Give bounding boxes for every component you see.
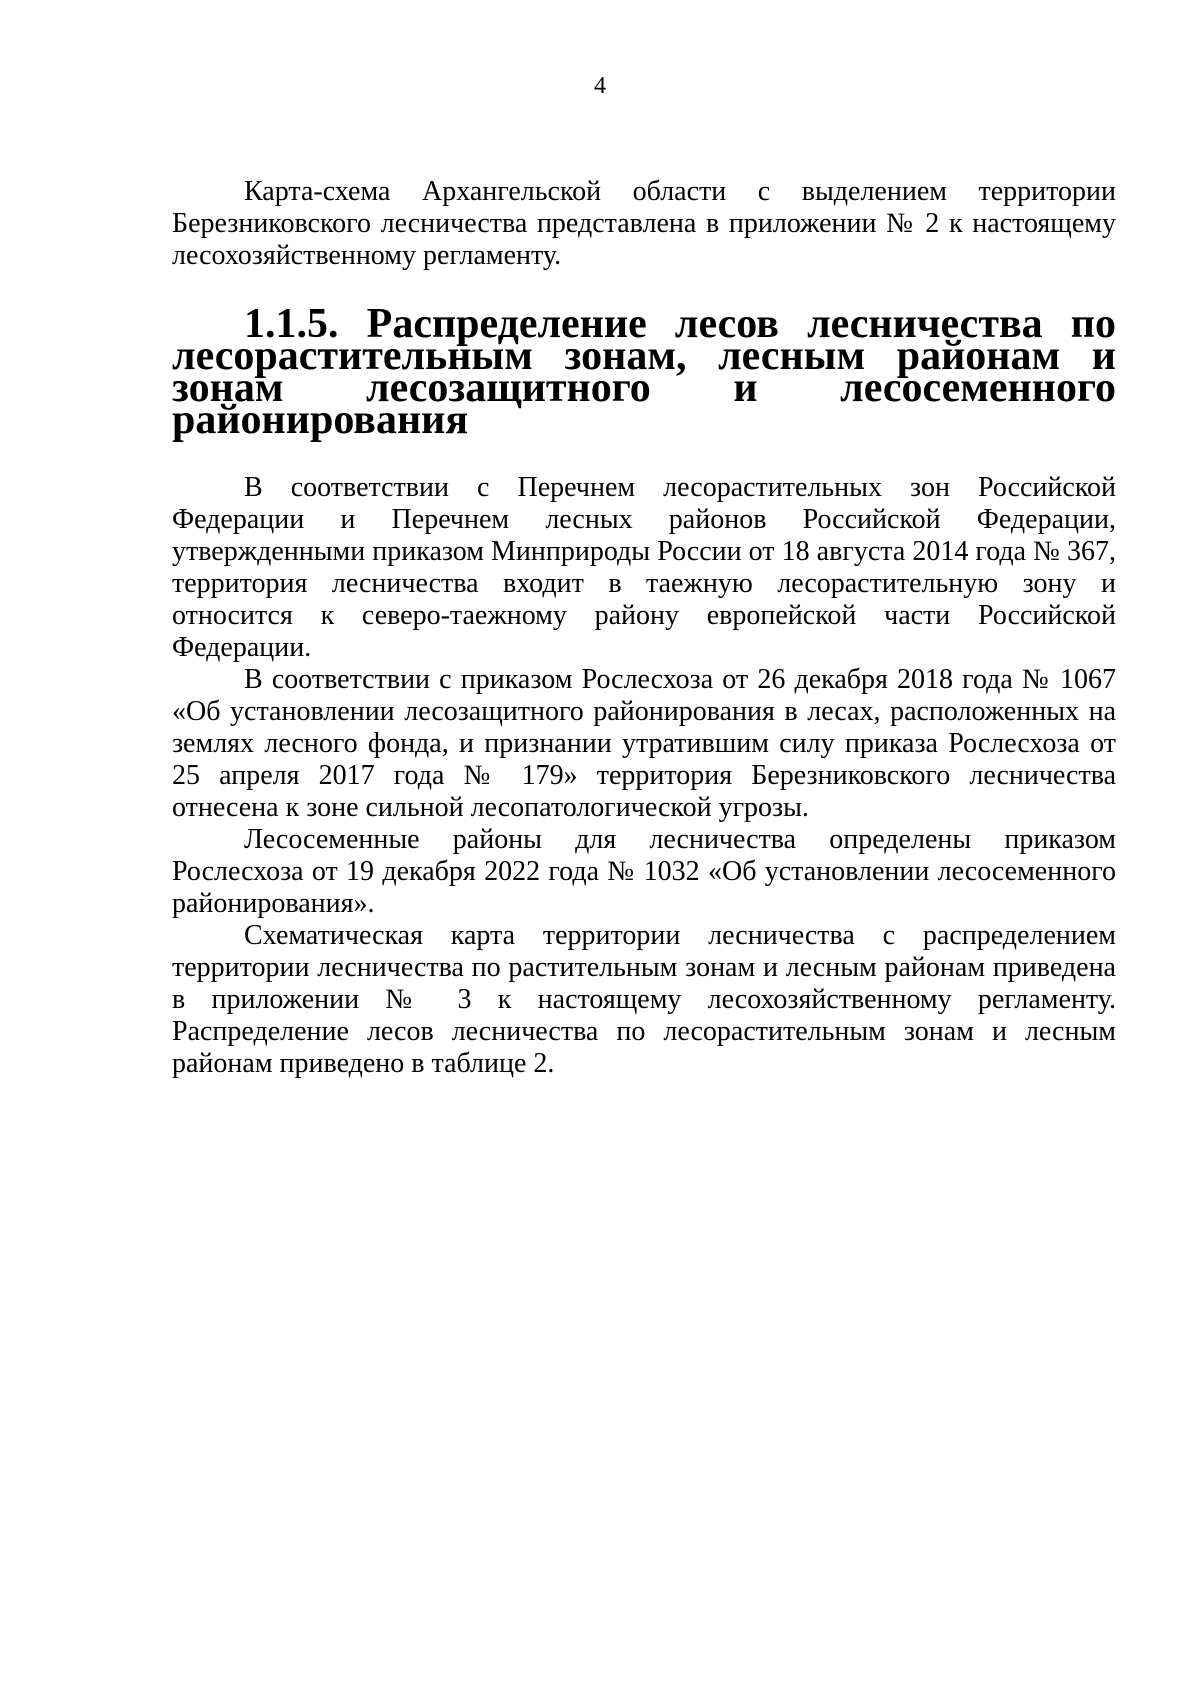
section-paragraph-2: В соответствии с приказом Рослесхоза от 26 декабря 2018 года № 1067 «Об установлении лесозащитного районирования в лесах, расположенных на землях лесного фонда, и признании утратившим силу приказа Рослесхоза от 25 апреля 2017 года № 179» территория Березниковского лесничества отнесена к зоне сильной лесопатологической угрозы. bbox=[172, 664, 1116, 823]
section-paragraph-1: В соответствии с Перечнем лесорастительных зон Российской Федерации и Перечнем лесных районов Российской Федерации, утвержденными приказом Минприроды России от 18 августа 2014 года № 367, территория лесничества входит в таежную лесорастительную зону и относится к северо-таежному району европейской части Российской Федерации. bbox=[172, 472, 1116, 663]
intro-paragraph: Карта-схема Архангельской области с выделением территории Березниковского лесничества представлена в приложении № 2 к настоящему лесохозяйственному регламенту. bbox=[172, 176, 1116, 271]
document-body bbox=[172, 176, 1116, 1080]
section-paragraph-3: Лесосеменные районы для лесничества определены приказом Рослесхоза от 19 декабря 2022 года № 1032 «Об установлении лесосеменного районирования». bbox=[172, 824, 1116, 919]
section-paragraph-4: Схематическая карта территории лесничества с распределением территории лесничества по растительным зонам и лесным районам приведена в приложении № 3 к настоящему лесохозяйственному регламенту. Распределение лесов лесничества по лесорастительным зонам и лесным районам приведено в таблице 2. bbox=[172, 920, 1116, 1079]
page-number: 4 bbox=[594, 73, 606, 99]
section-heading: 1.1.5. Распределение лесов лесничества по лесорастительным зонам, лесным районам и зонам лесозащитного и лесосеменного районирования bbox=[172, 301, 1116, 443]
